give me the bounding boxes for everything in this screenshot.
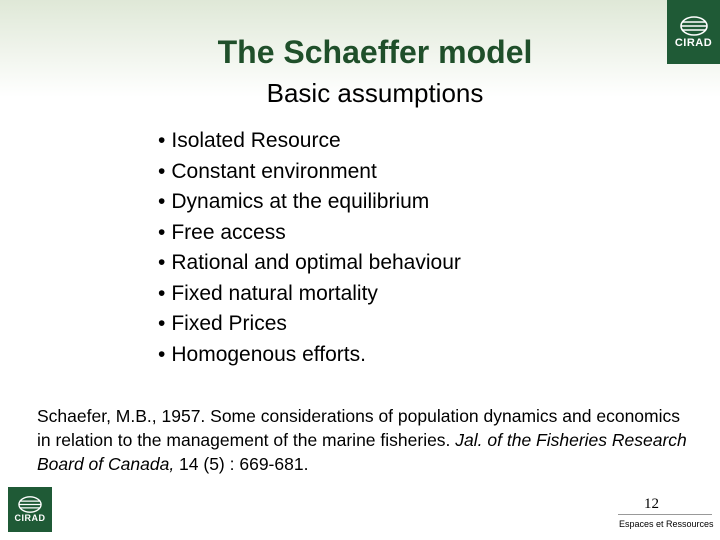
reference-journal: Jal. of the Fisheries Research Board of Canada,: [37, 430, 687, 474]
list-item: • Fixed Prices: [158, 312, 287, 335]
cirad-logo-bottom: [8, 487, 52, 532]
list-item: • Fixed natural mortality: [158, 281, 378, 305]
reference-volume: 14 (5) : 669-681.: [174, 454, 309, 474]
bullet-icon: •: [158, 129, 166, 152]
bullet-icon: •: [158, 312, 166, 335]
reference-text: Schaefer, M.B., 1957. Some considerations of population dynamics and economics in relation to the management of the marine fisheries.: [37, 406, 681, 450]
footer-divider: [618, 514, 712, 515]
list-item: • Constant environment: [158, 159, 377, 183]
bullet-icon: •: [158, 281, 166, 305]
list-item: • Isolated Resource: [158, 129, 341, 152]
cirad-logo-text: CIRAD: [14, 513, 46, 523]
cirad-globe-icon: [679, 16, 709, 36]
slide-subtitle: Basic assumptions: [266, 78, 484, 108]
list-item: • Dynamics at the equilibrium: [158, 190, 430, 213]
assumptions-list: [158, 126, 461, 370]
page-number: 12: [644, 496, 659, 512]
cirad-logo-text: CIRAD: [674, 36, 713, 49]
footer-label: Espaces et Ressources: [619, 519, 714, 529]
bullet-icon: •: [158, 342, 166, 366]
cirad-globe-icon: [17, 496, 43, 513]
bullet-icon: •: [158, 159, 166, 183]
slide-title: The Schaeffer model: [217, 34, 533, 70]
list-item: • Free access: [158, 220, 286, 244]
bullet-icon: •: [158, 220, 166, 244]
list-item: • Rational and optimal behaviour: [158, 251, 461, 274]
list-item: • Homogenous efforts.: [158, 342, 366, 366]
bullet-icon: •: [158, 190, 166, 213]
reference-citation: [37, 404, 697, 476]
bullet-icon: •: [158, 251, 166, 274]
